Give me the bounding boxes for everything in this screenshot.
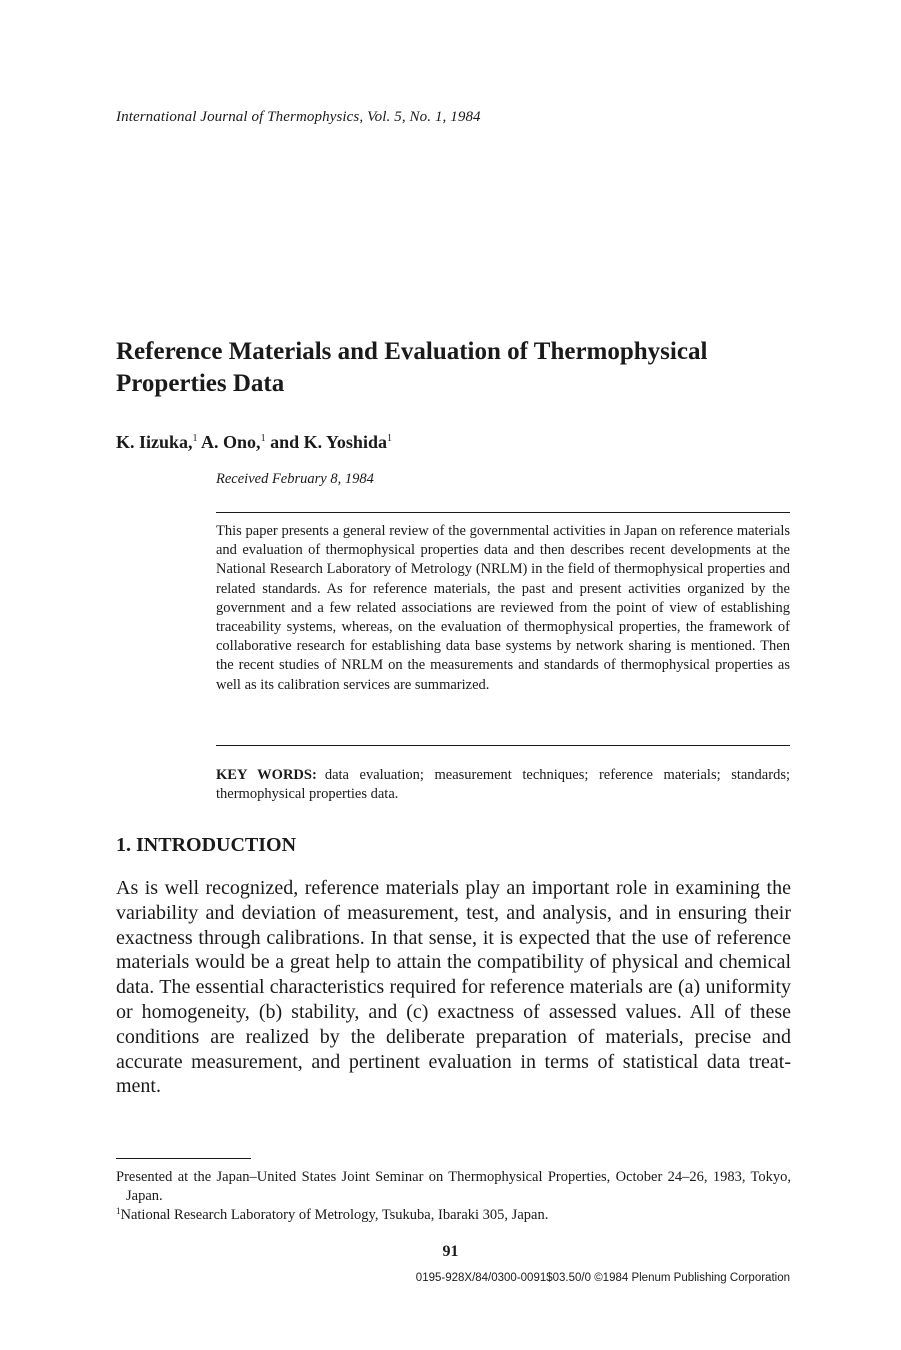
author-conjunction: and [270,432,300,452]
author-name: A. Ono, [201,432,261,452]
affiliation-mark: 1 [192,433,198,444]
received-date: Received February 8, 1984 [216,471,374,487]
keywords-text: data evaluation; measurement techniques; reference materials; standards; thermophysical properties data. [216,767,790,803]
author-name: K. Yoshida [303,432,387,452]
copyright-line: 0195-928X/84/0300-0091$03.50/0 ©1984 Plenum Publishing Corporation [415,1272,790,1284]
affiliation-mark: 1 [116,1206,121,1216]
abstract-top-rule [216,512,790,513]
introduction-paragraph: As is well recognized, reference materials play an important role in examining the variability and deviation of measurement, test, and analysis, and in ensuring their exactness through calibrations. In that sense, it is expected that the use of reference materials would be a great help to attain the compatibility of physical and chemical data. The essential characteristics required for reference materials are (a) uniformity or homogeneity, (b) stability, and (c) exactness of assessed values. All of these conditions are realized by the deliberate preparation of materials, precise and accurate measurement, and pertinent evaluation in terms of statistical data treatment. [116,877,791,1098]
keywords-label: KEY WORDS: [216,767,317,783]
journal-citation: International Journal of Thermophysics, Vol. 5, No. 1, 1984 [116,109,481,125]
page-number: 91 [442,1243,459,1260]
affiliation-mark: 1 [386,433,392,444]
footnote-presented: Presented at the Japan–United States Joint Seminar on Thermophysical Properties, October 24–26, 1983, Tokyo, Japan. [116,1169,791,1204]
abstract-text: This paper presents a general review of the governmental activities in Japan on reference materials and evaluation of thermophysical properties data and then describes recent developments at the National Research Laboratory of Metrology (NRLM) in the field of thermophysical properties and related standards. As for reference materials, the past and present activities organized by the government and a few related associations are reviewed from the point of view of establishing traceability systems, whereas, on the evaluation of thermophysical properties, the framework of collaborative research for establishing data base systems by network sharing is mentioned. Then the recent studies of NRLM on the measurements and standards of thermophysical properties as well as its calibration services are summarized. [216,523,790,693]
affiliation-mark: 1 [260,433,266,444]
footnote-rule [116,1158,251,1159]
keywords [216,766,790,804]
affiliation-text: National Research Laboratory of Metrology, Tsukuba, Ibaraki 305, Japan. [120,1207,549,1223]
author-list [116,432,392,453]
author-name: K. Iizuka, [116,432,193,452]
section-heading-introduction: 1. INTRODUCTION [116,834,297,856]
footnote-affiliation [116,1206,791,1225]
abstract-bottom-rule [216,745,790,746]
footnotes [116,1168,791,1225]
article-title: Reference Materials and Evaluation of Thermophysical Properties Data [116,338,708,397]
